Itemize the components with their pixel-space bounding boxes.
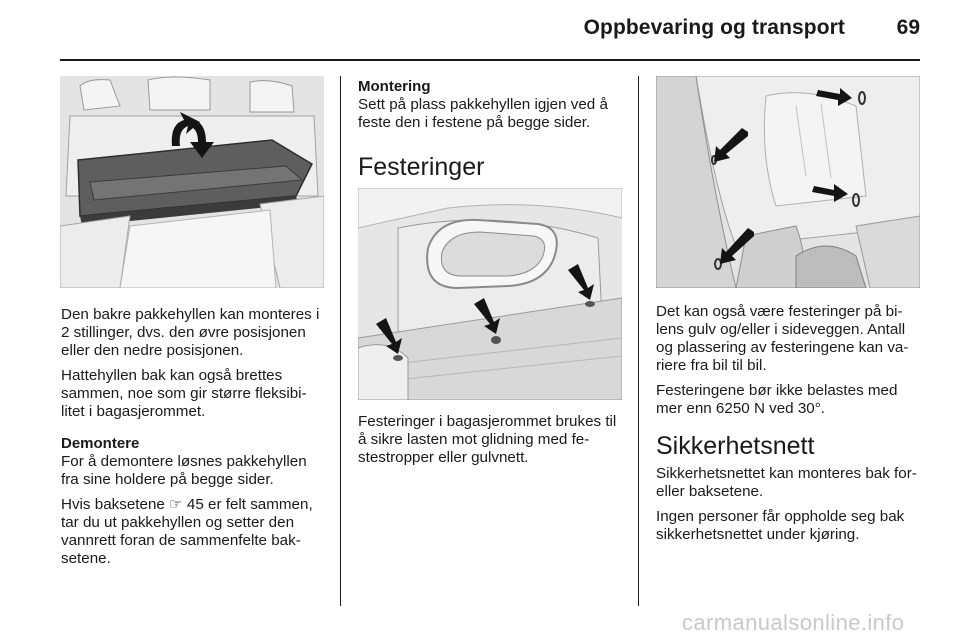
paragraph: Festeringene bør ikke belastes med mer enn 6250 N ved 30°. <box>656 382 898 417</box>
paragraph: Ingen personer får oppholde seg bak sikkerhetsnettet under kjøring. <box>656 508 905 543</box>
section-heading-festeringer: Festeringer <box>358 153 485 181</box>
watermark: carmanualsonline.info <box>682 610 905 635</box>
paragraph: For å demontere løsnes pakkehyllen fra sine holdere på begge sider. <box>61 453 307 488</box>
paragraph: Hvis baksetene ☞ 45 er felt sammen, tar du ut pakkehyllen og setter den vannrett foran de sammenfelte bak-setene. <box>61 496 313 567</box>
load-rings-illustration <box>358 188 622 400</box>
paragraph: Sikkerhetsnettet kan monteres bak for- eller baksetene. <box>656 465 917 500</box>
middle-column-top-text <box>358 78 624 132</box>
column-divider-left <box>340 76 341 606</box>
column-divider-right <box>638 76 639 606</box>
page-number: 69 <box>896 16 920 39</box>
section-heading-sikkerhetsnett: Sikkerhetsnett <box>656 432 815 460</box>
paragraph: Festeringer i bagasjerommet brukes til å sikre lasten mot glidning med fe-stestropper eller gulvnett. <box>358 413 617 466</box>
right-column-text <box>656 303 922 418</box>
section-heading-montering: Montering <box>358 78 431 95</box>
header-divider <box>60 59 920 61</box>
right-column-bottom-text <box>656 465 922 544</box>
side-wall-rings-illustration <box>656 76 920 288</box>
section-heading-demontere: Demontere <box>61 435 140 452</box>
left-column-text <box>61 306 325 568</box>
parcel-shelf-illustration <box>60 76 324 288</box>
paragraph: Hattehyllen bak kan også brettes sammen, noe som gir større fleksibi-litet i bagasjerommet. <box>61 367 307 420</box>
middle-column-bottom-text <box>358 413 624 467</box>
paragraph: Sett på plass pakkehyllen igjen ved å feste den i festene på begge sider. <box>358 96 608 131</box>
paragraph: Det kan også være festeringer på bi-lens gulv og/eller i sideveggen. Antall og plassering av festeringene kan va-riere fra bil til bil. <box>656 303 909 374</box>
page-title: Oppbevaring og transport <box>583 16 845 39</box>
paragraph: Den bakre pakkehyllen kan monteres i 2 stillinger, dvs. den øvre posisjonen eller den nedre posisjonen. <box>61 306 320 359</box>
